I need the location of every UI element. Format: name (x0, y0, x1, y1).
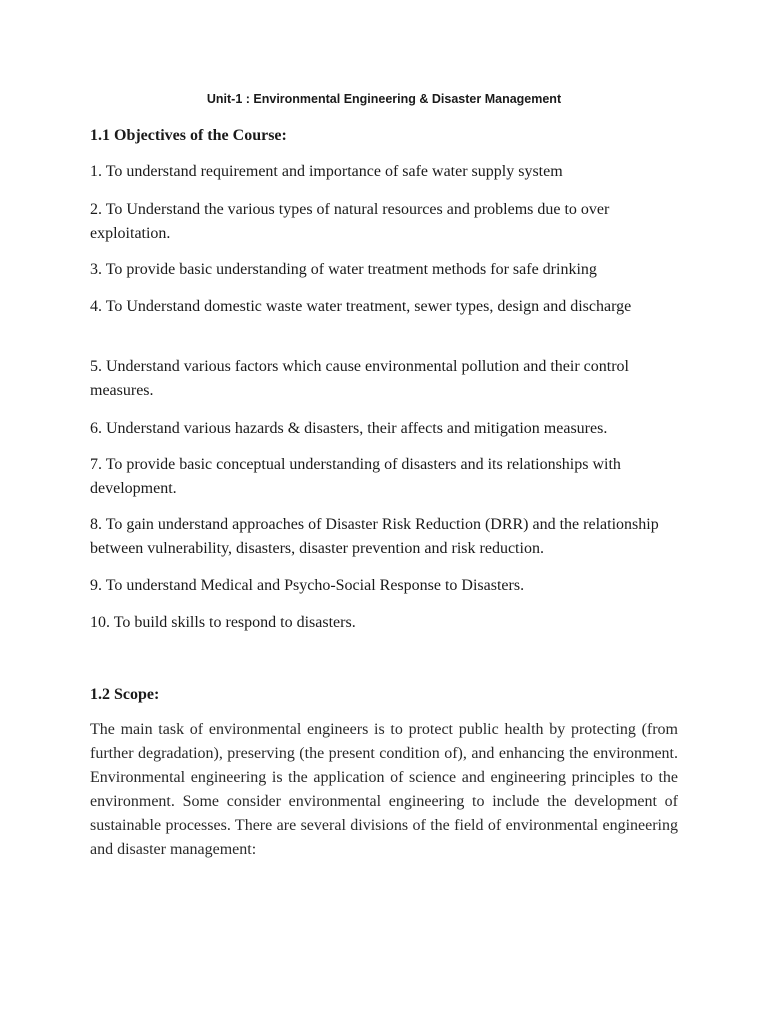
objective-item: 10. To build skills to respond to disasters. (90, 614, 356, 631)
objective-item: 7. To provide basic conceptual understanding of disasters and its relationships with development. (90, 456, 621, 497)
objective-item: 8. To gain understand approaches of Disaster Risk Reduction (DRR) and the relationship between vulnerability, disasters, disaster prevention and risk reduction. (90, 516, 659, 557)
objective-item: 5. Understand various factors which cause environmental pollution and their control measures. (90, 358, 629, 399)
scope-paragraph: The main task of environmental engineers is to protect public health by protecting (from further degradation), preserving (the present condition of), and enhancing the environment. Environmental engineering is the application of science and engineering principles to the environment. Some consider environmental engineering to include the development of sustainable processes. There are several divisions of the field of environmental engineering and disaster management: (90, 721, 678, 858)
objective-item: 4. To Understand domestic waste water treatment, sewer types, design and discharge (90, 298, 632, 315)
objective-item: 1. To understand requirement and importance of safe water supply system (90, 163, 563, 180)
objective-item: 3. To provide basic understanding of water treatment methods for safe drinking (90, 261, 597, 278)
objective-item: 9. To understand Medical and Psycho-Social Response to Disasters. (90, 577, 525, 594)
objective-item: 2. To Understand the various types of natural resources and problems due to over exploitation. (90, 201, 610, 242)
objective-item: 6. Understand various hazards & disasters, their affects and mitigation measures. (90, 420, 608, 437)
unit-title: Unit-1 : Environmental Engineering & Disaster Management (206, 92, 562, 106)
objectives-heading: 1.1 Objectives of the Course: (90, 127, 287, 144)
scope-heading: 1.2 Scope: (90, 686, 160, 703)
